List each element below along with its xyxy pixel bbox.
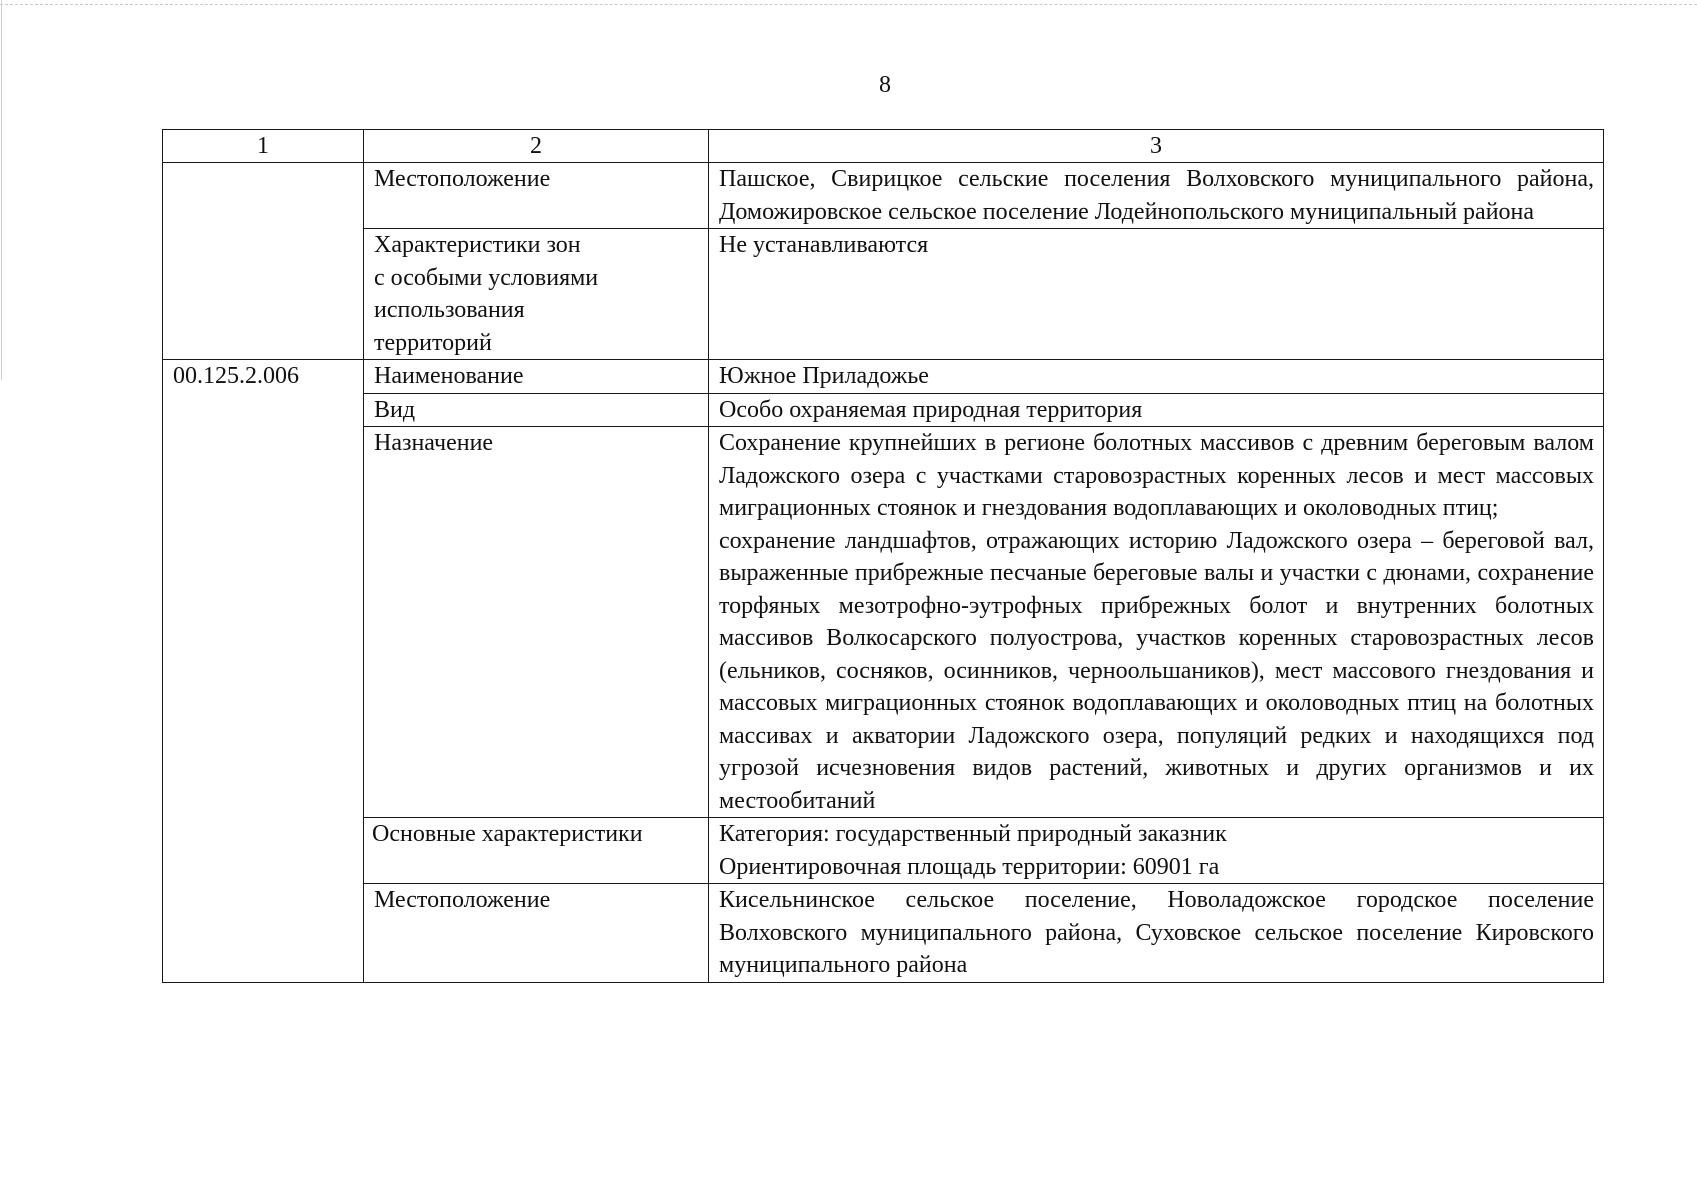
row-value-zones: Не устанавливаются [709, 229, 1604, 360]
row-label-main: Основные характеристики [364, 818, 709, 884]
row-label-location-2: Местоположение [364, 884, 709, 983]
scan-edge-top [0, 4, 1697, 5]
label-line: с особыми условиями [374, 264, 599, 291]
row-value-purpose [709, 427, 1604, 818]
table-row [163, 884, 1604, 983]
row-label-purpose: Назначение [364, 427, 709, 818]
purpose-paragraph: Сохранение крупнейших в регионе болотных массивов с древним береговым валом Ладожского озера с участками старовозрастных коренных лесов и мест массовых миграционных стоянок и гнездования водоплавающих и околоводных птиц; [719, 430, 1594, 521]
main-line-area: Ориентировочная площадь территории: 60901 га [719, 853, 1220, 880]
table-row [163, 163, 1604, 229]
header-col-2: 2 [364, 130, 709, 163]
table-row [163, 229, 1604, 360]
row-value-main [709, 818, 1604, 884]
row-value-name: Южное Приладожье [709, 360, 1604, 394]
purpose-paragraph: сохранение ландшафтов, отражающих историю Ладожского озера – береговой вал, выраженные прибрежные песчаные береговые валы и участки с дюнами, сохранение торфяных мезотрофно-эутрофных прибрежных болот и внутренних болотных массивов Волкосарского полуострова, участков коренных старовозрастных лесов (ельников, сосняков, осинников, черноольшаников), мест массового гнездования и массовых миграционных стоянок водоплавающих и околоводных птиц на болотных массивах и акватории Ладожского озера, популяций редких и находящихся под угрозой исчезновения видов растений, животных и других организмов и их местообитаний [719, 527, 1594, 814]
row-label-location: Местоположение [364, 163, 709, 229]
object-code: 00.125.2.006 [163, 360, 364, 983]
row-label-name: Наименование [364, 360, 709, 394]
label-line: использования [374, 297, 525, 323]
page-number: 8 [879, 72, 891, 98]
table-row [163, 360, 1604, 394]
table-row [163, 393, 1604, 427]
table-row [163, 818, 1604, 884]
scan-edge-left [1, 0, 2, 380]
code-cell-empty [163, 163, 364, 360]
table-header-row [163, 130, 1604, 163]
row-label-zones [364, 229, 709, 360]
label-line: территорий [374, 329, 492, 356]
zones-table [162, 129, 1604, 983]
header-col-3: 3 [709, 130, 1604, 163]
header-col-1: 1 [163, 130, 364, 163]
label-line: Характеристики зон [374, 232, 581, 258]
row-value-location: Пашское, Свирицкое сельские поселения Волховского муниципального района, Доможировское сельское поселение Лодейнопольского муниципальный района [709, 163, 1604, 229]
main-line-category: Категория: государственный природный заказник [719, 821, 1227, 847]
table-row [163, 427, 1604, 818]
row-value-location-2: Кисельнинское сельское поселение, Новоладожское городское поселение Волховского муниципального района, Суховское сельское поселение Кировского муниципального района [709, 884, 1604, 983]
row-label-type: Вид [364, 393, 709, 427]
row-value-type: Особо охраняемая природная территория [709, 393, 1604, 427]
